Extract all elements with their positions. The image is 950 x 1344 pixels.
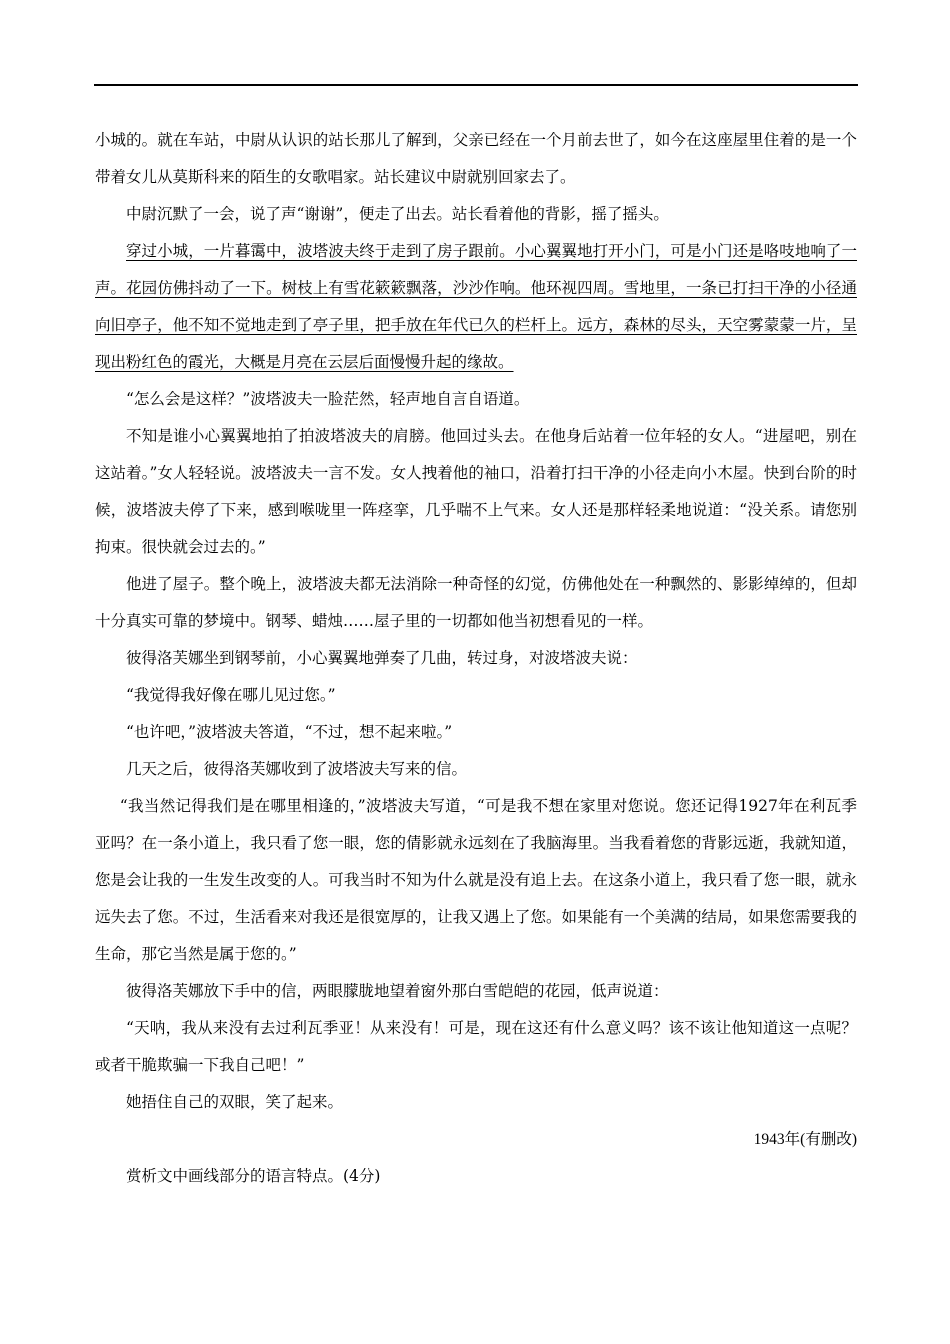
underlined-passage: 穿过小城，一片暮霭中，波塔波夫终于走到了房子跟前。小心翼翼地打开小门，可是小门还是咯吱地响了一声。花园仿佛抖动了一下。树枝上有雪花簌簌飘落，沙沙作响。他环视四周。雪地里，一条已打扫干净的小径通向旧亭子，他不知不觉地走到了亭子里，把手放在年代已久的栏杆上。远方，森林的尽头，天空雾蒙蒙一片，呈现出粉红色的霞光，大概是月亮在云层后面慢慢升起的缘故。 [95, 242, 857, 371]
paragraph-5: 不知是谁小心翼翼地拍了拍波塔波夫的肩膀。他回过头去。在他身后站着一位年轻的女人。“进屋吧，别在这站着。”女人轻轻说。波塔波夫一言不发。女人拽着他的袖口，沿着打扫干净的小径走向小木屋。快到台阶的时候，波塔波夫停了下来，感到喉咙里一阵痉挛，几乎喘不上气来。女人还是那样轻柔地说道：“没关系。请您别拘束。很快就会过去的。” [95, 427, 857, 556]
paragraph-underlined [95, 233, 857, 381]
paragraph-9: “也许吧，”波塔波夫答道，“不过，想不起来啦。” [126, 723, 453, 741]
paragraph-letter: “我当然记得我们是在哪里相逢的，”波塔波夫写道，“可是我不想在家里对您说。您还记得1927年在利瓦季亚吗？在一条小道上，我只看了您一眼，您的倩影就永远刻在了我脑海里。当我看着您的背影远逝，我就知道，您是会让我的一生发生改变的人。可我当时不知为什么就是没有追上去。在这条小道上，我只看了您一眼，就永远失去了您。不过，生活看来对我还是很宽厚的，让我又遇上了您。如果能有一个美满的结局，如果您需要我的生命，那它当然是属于您的。” [95, 797, 857, 963]
paragraph-8: “我觉得我好像在哪儿见过您。” [126, 686, 336, 704]
paragraph-7: 彼得洛芙娜坐到钢琴前，小心翼翼地弹奏了几曲，转过身，对波塔波夫说： [126, 649, 638, 667]
paragraph-4: “怎么会是这样？”波塔波夫一脸茫然，轻声地自言自语道。 [126, 390, 530, 408]
paragraph-13: “天呐，我从来没有去过利瓦季亚！从来没有！可是，现在这还有什么意义吗？该不该让他知道这一点呢？或者干脆欺骗一下我自己吧！” [95, 1019, 857, 1074]
paragraph-14: 她捂住自己的双眼，笑了起来。 [126, 1093, 344, 1111]
paragraph-1: 小城的。就在车站，中尉从认识的站长那儿了解到，父亲已经在一个月前去世了，如今在这座屋里住着的是一个带着女儿从莫斯科来的陌生的女歌唱家。站长建议中尉就别回家去了。 [95, 131, 857, 186]
paragraph-6: 他进了屋子。整个晚上，波塔波夫都无法消除一种奇怪的幻觉，仿佛他处在一种飘然的、影影绰绰的，但却十分真实可靠的梦境中。钢琴、蜡烛……屋子里的一切都如他当初想看见的一样。 [95, 575, 857, 630]
source-note: 1943年(有删改) [753, 1131, 857, 1148]
document-body [95, 122, 857, 1195]
paragraph-12: 彼得洛芙娜放下手中的信，两眼朦胧地望着窗外那白雪皑皑的花园，低声说道： [126, 982, 669, 1000]
paragraph-2: 中尉沉默了一会，说了声“谢谢”，便走了出去。站长看着他的背影，摇了摇头。 [126, 205, 669, 223]
paragraph-10: 几天之后，彼得洛芙娜收到了波塔波夫写来的信。 [126, 760, 468, 778]
header-rule [94, 84, 858, 86]
question-text: 赏析文中画线部分的语言特点。(4分) [126, 1167, 381, 1185]
